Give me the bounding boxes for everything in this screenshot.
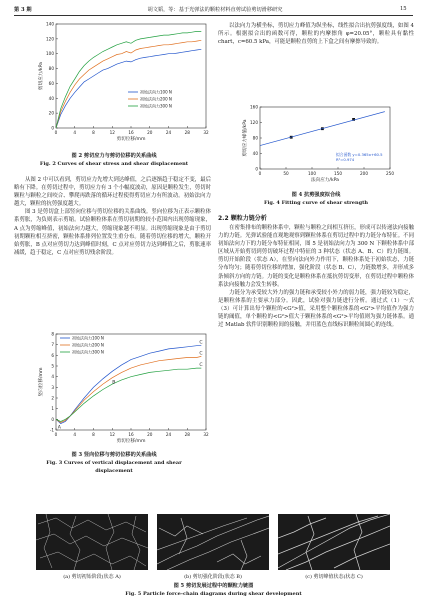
left-paragraph-2: 图 3 是剪切盒上部竖向位移与剪切位移的关系曲线。竖向位移为正表示颗粒体系剪胀，为负则表示剪缩。试验颗粒体系在剪切初期的较小范围内出现剪缩现象，A 点为剪缩峰值，初始法向力越大，剪缩现象越不明显。出现剪缩现象是由于剪切初期颗粒相互挤密，颗粒体系排列位置发生重分布。随着剪切位移的增大，颗粒开始剪胀，B 点对应剪切力达到峰值时刻，C 点对应剪切力达到峰值之后，剪胀速率减缓，趋于稳定，C 点对应剪切残余阶段。	[14, 209, 211, 256]
right-col-text	[218, 224, 414, 329]
plot-frame	[56, 24, 206, 128]
fig3-caption-cn: 图 3 竖向位移与剪切位移的关系曲线	[71, 452, 157, 458]
x-tick-label: 32	[203, 432, 209, 437]
x-tick-label: 20	[147, 432, 153, 437]
right-paragraph-3: 力链分为承受较大外力的强力链和承受较小外力的弱力链，强力链较为稳定，是颗粒体系的主要承力部分。因此，试验对强力链进行分析。通过式（1）～式（3）可计算出每个颗粒的<G²>值，采用整个颗粒体系的<G²>平均值作为强力链的阈值，单个颗粒的<G²>值大于颗粒体系的<G²>平均值则为强力链体系。通过 Matlab 软件识别颗粒间的接触，并用蓝色直线标识颗粒间圆心的连线。	[218, 289, 414, 329]
x-tick-label: 0	[258, 171, 262, 176]
fig4-caption-en: Fig. 4 Fitting curve of shear strength	[263, 200, 369, 206]
x-tick-label: 28	[184, 432, 190, 437]
y-tick-label: 60	[48, 80, 54, 86]
legend-label-3: 初始法向力300 N	[72, 349, 104, 355]
fig5-subcaption-b: (b) 剪切强化阶段(状态 B)	[184, 574, 242, 580]
y-tick-label: 140	[46, 21, 54, 27]
fit-r2: R²=0.974	[336, 157, 355, 162]
section-2-2-heading: 2.2 颗粒力链分析	[218, 215, 267, 222]
x-tick-label: 12	[109, 432, 115, 437]
fig5-subcaption-a: (a) 剪切初始阶段(状态 A)	[63, 574, 121, 580]
y-tick-label: -1	[49, 427, 54, 433]
fig2-chart	[30, 20, 210, 148]
y-tick-label: 80	[252, 135, 258, 141]
x-tick-label: 32	[203, 130, 209, 135]
x-tick-label: 4	[73, 432, 77, 437]
fig2-caption-en: Fig. 2 Curves of shear stress and shear displacement	[39, 161, 189, 167]
y-tick-label: 100	[46, 51, 54, 57]
point-label-c-3: C	[199, 363, 203, 369]
series-line-1	[56, 49, 201, 128]
y-tick-label: 8	[51, 331, 54, 337]
legend-label-1: 初始法向力100 N	[72, 335, 104, 341]
y-tick-label: 0	[51, 416, 54, 422]
x-tick-label: 0	[54, 432, 58, 437]
y-tick-label: 1	[51, 406, 54, 412]
x-tick-label: 12	[109, 130, 115, 135]
fig5-subcaption-c: (c) 剪切峰值状态(状态 C)	[305, 574, 363, 580]
y-tick-label: 5	[51, 363, 54, 369]
header-rule	[14, 15, 413, 16]
point-label-c-2: C	[199, 351, 203, 357]
y-tick-label: 40	[252, 151, 258, 156]
fig5-caption-cn: 图 5 剪切发展过程中的颗粒力链图	[173, 583, 254, 589]
x-tick-label: 4	[73, 130, 77, 135]
legend-label-1: 初始法向力100 N	[140, 89, 172, 95]
legend-label-2: 初始法向力200 N	[140, 96, 172, 102]
left-paragraph-1: 从图 2 中可以看到，剪切应力先增大到达峰值，之后逐渐趋于稳定不变，最后略有下降。在剪切过程中，剪切应力有 3 个小幅度波动，原因是颗粒发生，剪切时颗粒与颗粒之间咬合、攀爬再跌落的循环过程使得剪切应力有所波动。初始法向力越大，颗粒的抗剪强度越大。	[14, 177, 211, 208]
x-axis-label: 剪切位移/mm	[116, 137, 146, 142]
y-tick-label: 160	[250, 104, 258, 110]
x-tick-label: 20	[147, 130, 153, 135]
fit-equation: 拟合函数 y=0.365x+60.5	[336, 152, 383, 157]
fig5-caption-en: Fig. 5 Particle force-chain diagrams during shear development	[125, 591, 302, 597]
y-axis-label: 竖向位移/mm	[39, 367, 44, 397]
y-tick-label: 3	[51, 384, 54, 390]
fig3-caption-en: Fig. 3 Curves of vertical displacement and shear	[46, 460, 182, 466]
x-tick-label: 16	[128, 432, 134, 437]
fig2-caption-cn: 图 2 剪切应力与剪切位移的关系曲线	[71, 153, 157, 159]
fig4-caption-cn: 图 4 抗剪强度拟合线	[291, 192, 341, 198]
y-tick-label: 20	[48, 110, 54, 116]
force-chain-image-b	[157, 514, 269, 570]
force-chain-pattern-c	[278, 514, 390, 570]
x-tick-label: 24	[165, 130, 172, 135]
y-tick-label: 80	[48, 66, 54, 72]
y-tick-label: 4	[51, 374, 54, 380]
fig4-chart	[236, 104, 396, 186]
x-tick-label: 16	[128, 130, 134, 135]
y-tick-label: 40	[48, 95, 54, 101]
page-number: 15	[400, 6, 407, 12]
y-tick-label: 0	[255, 166, 258, 172]
x-tick-label: 0	[54, 130, 58, 135]
right-paragraph-1: 以法向力为横坐标，剪切应力峰值为纵坐标，线性拟合出抗剪强度线，如图 4 所示。根据拟合出的函数可得，颗粒的内摩擦角 φ=20.05°，颗粒具有黏性chart，c=60.5 kPa，可能是颗粒直剪的上下盒之间有摩擦导致的。	[218, 23, 414, 46]
x-tick-label: 250	[386, 171, 394, 176]
fig3-caption-en-2: displacement	[95, 468, 133, 474]
y-tick-label: 7	[51, 342, 54, 348]
x-tick-label: 50	[283, 171, 289, 176]
y-tick-label: 2	[51, 395, 54, 401]
page-header-issue: 第 3 期	[14, 7, 32, 13]
x-axis-label: 法向应力/kPa	[311, 178, 339, 183]
series-line-3	[56, 31, 201, 128]
x-tick-label: 100	[308, 171, 316, 176]
series-line-3	[56, 368, 201, 421]
x-tick-label: 150	[334, 171, 342, 176]
y-tick-label: 6	[51, 352, 54, 358]
series-line-2	[56, 356, 201, 422]
force-chain-pattern-a	[36, 514, 148, 570]
left-col-text	[14, 176, 211, 257]
fig3-chart	[30, 330, 210, 448]
force-chain-pattern-b	[157, 514, 269, 570]
x-tick-label: 28	[184, 130, 190, 135]
y-axis-label: 剪切应力峰值/kPa	[243, 119, 248, 157]
point-label-c-1: C	[199, 340, 203, 346]
x-tick-label: 200	[360, 171, 368, 176]
legend-label-3: 初始法向力300 N	[140, 103, 172, 109]
y-axis-label: 剪切应力/kPa	[39, 62, 44, 90]
fit-line	[260, 112, 385, 146]
force-chain-image-a	[36, 514, 148, 570]
x-tick-label: 24	[165, 432, 172, 437]
legend-label-2: 初始法向力200 N	[72, 342, 104, 348]
y-tick-label: 120	[250, 120, 258, 125]
y-tick-label: 120	[46, 36, 54, 42]
series-line-2	[56, 40, 201, 128]
series-line-1	[56, 346, 201, 424]
point-label-b: B	[112, 380, 116, 386]
x-tick-label: 8	[92, 432, 95, 437]
right-paragraph-2: 在密集排布的颗粒体系中，颗粒与颗粒之间相互挤压，形成可以传递法向接触力的力链。光弹试验能直观地观察到颗粒体系在剪切过程中的力链分布特征。不同初始法向力下的力链分布特征相同，图 5 是初始法向力为 300 N 下颗粒体系中部区域从开始剪切到剪切破坏过程中特征的 3 种状态（状态 A、B、C）的力链图。剪切开始阶段（状态 A），在竖向法向外力作用下，颗粒体系处于初始状态，力链分布均匀；随着剪切位移的增加，强化阶段（状态 B、C），力链数增多，并形成多条倾斜方向的力链。力链的变化是颗粒体系在抵抗剪切变形，在剪切过程中颗粒体系法向接触力会发生转移。	[218, 225, 414, 288]
plot-frame	[56, 334, 206, 430]
y-tick-label: 0	[51, 125, 54, 131]
plot-frame	[260, 107, 390, 169]
point-label-a: A	[57, 425, 61, 431]
x-tick-label: 8	[92, 130, 95, 135]
page-header-title: 胡文韬，等：基于光弹法的颗粒材料直剪试验剪切滑移研究	[147, 7, 283, 13]
right-col-intro	[218, 22, 414, 46]
x-axis-label: 剪切位移/mm	[116, 439, 146, 444]
force-chain-image-c	[278, 514, 390, 570]
